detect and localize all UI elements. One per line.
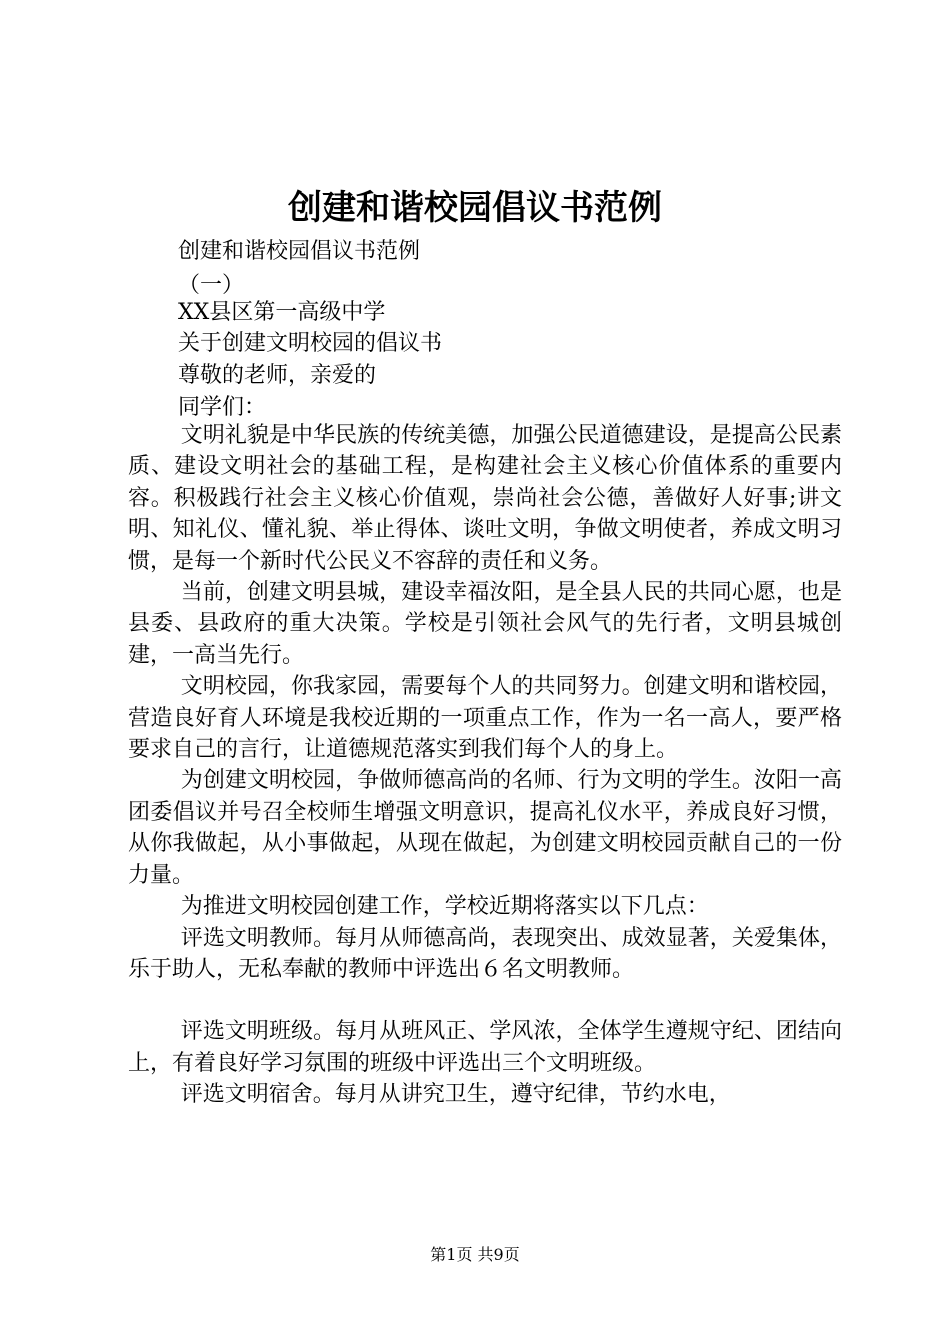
document-title: 创建和谐校园倡议书范例 (288, 188, 662, 228)
paragraph: 评选文明教师。每月从师德高尚，表现突出、成效显著，关爱集体，乐于助人，无私奉献的教师中评选出６名文明教师。 (128, 925, 842, 982)
paragraph: 为创建文明校园，争做师德高尚的名师、行为文明的学生。汝阳一高团委倡议并号召全校师生增强文明意识，提高礼仪水平，养成良好习惯，从你我做起，从小事做起，从现在做起，为创建文明校园贡献自己的一份力量。 (128, 768, 842, 888)
letter-title: 关于创建文明校园的倡议书 (178, 331, 443, 356)
school-name: XX县区第一高级中学 (178, 300, 386, 325)
salutation: 尊敬的老师，亲爱的 (178, 363, 377, 388)
paragraph: 为推进文明校园创建工作，学校近期将落实以下几点： (180, 894, 709, 920)
document-body (128, 420, 842, 1111)
paragraph: 当前，创建文明县城，建设幸福汝阳，是全县人民的共同心愿，也是县委、县政府的重大决策。学校是引领社会风气的先行者，文明县城创建，一高当先行。 (128, 580, 842, 668)
subtitle-line: 创建和谐校园倡议书范例 (178, 239, 421, 264)
salutation-continued: 同学们： (178, 395, 267, 420)
page-footer: 第1页 共9页 (430, 1245, 520, 1264)
section-number: （一） (178, 273, 245, 298)
paragraph: 文明礼貌是中华民族的传统美德，加强公民道德建设，是提高公民素质、建设文明社会的基础工程，是构建社会主义核心价值体系的重要内容。积极践行社会主义核心价值观，崇尚社会公德，善做好人好事;讲文明、知礼仪、懂礼貌、举止得体、谈吐文明，争做文明使者，养成文明习惯，是每一个新时代公民义不容辞的责任和义务。 (128, 423, 842, 574)
paragraph: 评选文明宿舍。每月从讲究卫生，遵守纪律，节约水电， (180, 1082, 731, 1108)
paragraph: 文明校园，你我家园，需要每个人的共同努力。创建文明和谐校园，营造良好育人环境是我校近期的一项重点工作，作为一名一高人，要严格要求自己的言行，让道德规范落实到我们每个人的身上。 (128, 674, 842, 763)
paragraph: 评选文明班级。每月从班风正、学风浓，全体学生遵规守纪、团结向上，有着良好学习氛围的班级中评选出三个文明班级。 (128, 1019, 842, 1076)
